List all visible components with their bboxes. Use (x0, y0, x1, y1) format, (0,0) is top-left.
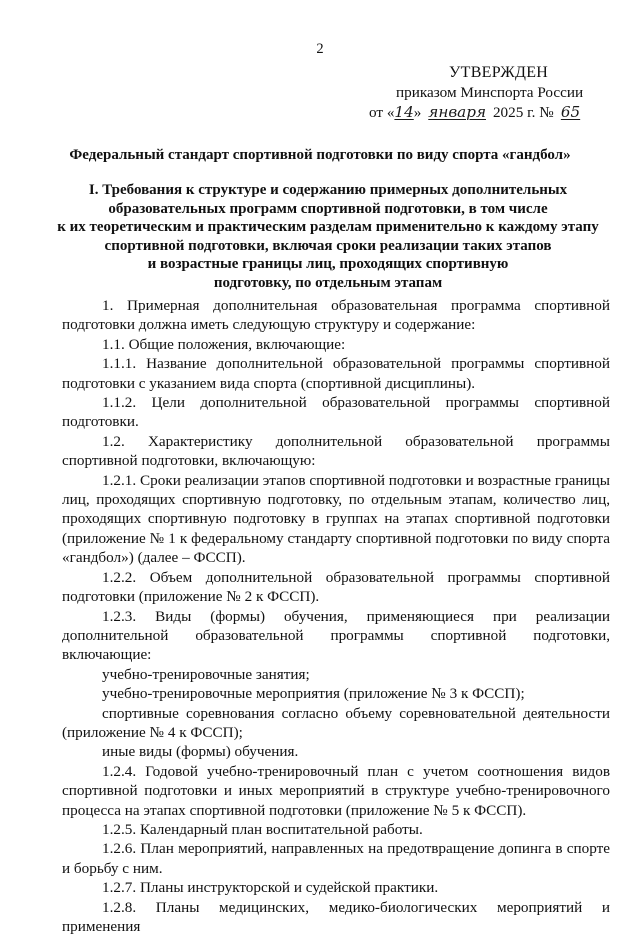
approval-order-line: приказом Минспорта России (396, 84, 584, 101)
paragraph: 1. Примерная дополнительная образовательная программа спортивной подготовки должна иметь следующую структуру и содержание: (62, 297, 610, 334)
paragraph: 1.2.5. Календарный план воспитательной работы. (102, 820, 423, 838)
page-number: 2 (316, 41, 324, 57)
paragraph: 1.2. Характеристику дополнительной образовательной программы спортивной подготовки, включающую: (62, 432, 610, 470)
paragraph: 1.2.3. Виды (формы) обучения, применяющиеся при реализации дополнительной образовательной программы спортивной подготовки, включающие: (62, 607, 610, 664)
paragraph: 1.2.4. Годовой учебно-тренировочный план с учетом соотношения видов спортивной подготовки и иных мероприятий в структуре учебно-тренировочного процесса на этапах спортивной подготовки (приложение № 5 к ФССП). (62, 762, 610, 819)
paragraph: 1.2.8. Планы медицинских, медико-биологических мероприятий и применения (62, 898, 610, 935)
section-heading-line: к их теоретическим и практическим разделам применительно к каждому этапу (57, 219, 599, 236)
paragraph: 1.2.1. Сроки реализации этапов спортивной подготовки и возрастные границы лиц, проходящих спортивную подготовку, по отдельным этапам, количество лиц, проходящих спортивную подготовку в группах на этапах спортивной подготовки (приложение № 1 к федеральному стандарту спортивной подготовки по виду спорта «гандбол») (далее – ФССП). (62, 471, 610, 567)
section-heading-line: и возрастные границы лиц, проходящих спортивную (147, 256, 509, 273)
paragraph: 1.2.6. План мероприятий, направленных на предотвращение допинга в спорте и борьбу с ним. (62, 840, 610, 877)
document-body (62, 296, 610, 936)
approval-title: УТВЕРЖДЕН (449, 64, 549, 81)
paragraph: 1.1. Общие положения, включающие: (102, 335, 346, 353)
date-prefix: от « (369, 104, 395, 121)
section-heading-line: спортивной подготовки, включая сроки реализации таких этапов (104, 237, 552, 254)
standard-title: Федеральный стандарт спортивной подготовки по виду спорта «гандбол» (69, 147, 571, 163)
date-year: 2025 г. № (492, 104, 554, 121)
date-day-handwritten: 14 (394, 103, 414, 121)
section-heading-line: подготовку, по отдельным этапам (213, 274, 443, 291)
paragraph: учебно-тренировочные мероприятия (приложение № 3 к ФССП); (102, 685, 525, 703)
date-mid: » (413, 104, 422, 121)
date-month-handwritten: января (428, 103, 486, 121)
paragraph: 1.2.2. Объем дополнительной образовательной программы спортивной подготовки (приложение № 2 к ФССП). (62, 568, 610, 606)
paragraph: 1.1.2. Цели дополнительной образовательной программы спортивной подготовки. (62, 394, 610, 431)
paragraph: иные виды (формы) обучения. (102, 743, 299, 761)
paragraph: спортивные соревнования согласно объему соревновательной деятельности (приложение № 4 к ФССП); (62, 704, 610, 741)
approval-date-line (369, 103, 584, 122)
section-heading-line: I. Требования к структуре и содержанию примерных дополнительных (88, 182, 568, 198)
order-number-handwritten: 65 (560, 103, 581, 121)
paragraph: учебно-тренировочные занятия; (102, 665, 310, 683)
paragraph: 1.2.7. Планы инструкторской и судейской практики. (102, 879, 439, 897)
section-heading-line: образовательных программ спортивной подготовки, в том числе (108, 200, 548, 217)
paragraph: 1.1.1. Название дополнительной образовательной программы спортивной подготовки с указанием вида спорта (спортивной дисциплины). (62, 355, 610, 392)
section-heading (48, 181, 608, 293)
